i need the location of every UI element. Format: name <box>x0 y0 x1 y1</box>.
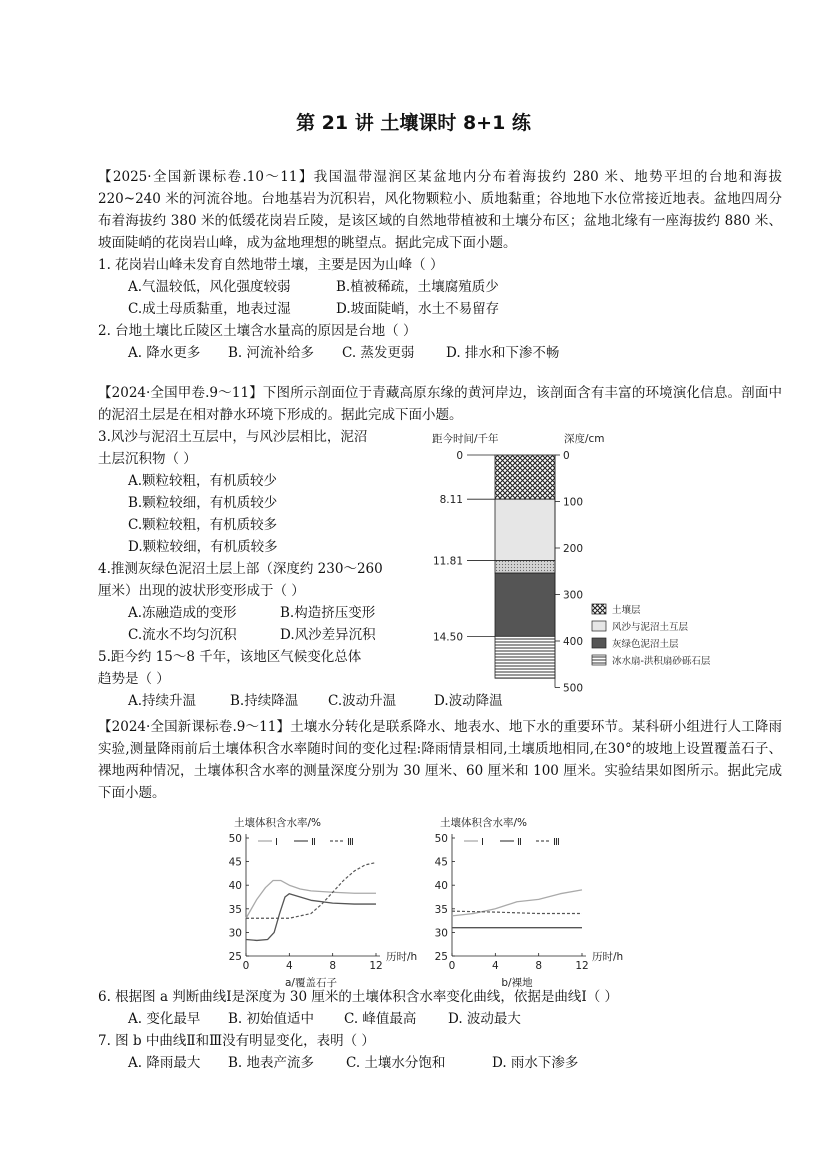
x-tick-label: 8 <box>329 960 337 972</box>
x-tick-label: 4 <box>285 960 293 972</box>
question-6: 6. 根据图 a 判断曲线Ⅰ是深度为 30 厘米的土壤体积含水率变化曲线，依据是曲线Ⅰ（ ） <box>98 989 619 1005</box>
time-tick-label: 11.81 <box>432 555 463 568</box>
y-tick-label: 30 <box>228 927 242 940</box>
question-3-line2: 土层沉积物（ ） <box>98 451 197 467</box>
option-a[interactable]: A.气温较低，风化强度较弱 <box>128 279 291 295</box>
left-axis-label: 距今时间/千年 <box>432 433 499 445</box>
question-7-options <box>128 1052 578 1074</box>
y-tick-label: 25 <box>434 951 448 963</box>
section1-intro: 【2025·全国新课标卷.10～11】我国温带湿润区某盆地内分布着海拔约 280 米、地势平坦的台地和海拔 220~240 米的河流谷地。台地基岩为沉积岩，风化物颗粒小、质地黏重；谷地地下水位常接近地表。盆地四周分布着海拔约 380 米的低缓花岗岩丘陵，是该区域的自然地带植被和土壤分布区；盆地北缘有一座海拔约 880 米、坡面陡峭的花岗岩山峰，成为盆地理想的眺望点。据此完成下面小题。 <box>98 169 782 251</box>
depth-tick-label: 400 <box>563 636 584 648</box>
y-tick-label: 45 <box>434 856 448 869</box>
option-c[interactable]: C.成土母质黏重，地表过湿 <box>128 301 291 317</box>
chart-title: 土壤体积含水率/% <box>440 817 528 829</box>
y-tick-label: 25 <box>228 951 242 963</box>
x-tick-label: 0 <box>242 960 250 972</box>
option-d[interactable]: D.风沙差异沉积 <box>280 627 376 643</box>
profile-layer-3 <box>495 573 555 636</box>
question-4-line1: 4.推测灰绿色泥沼土层上部（深度约 230～260 <box>98 561 383 577</box>
chart-title: 土壤体积含水率/% <box>234 817 322 829</box>
question-4-options-row2 <box>128 624 376 646</box>
section3-intro: 【2024·全国新课标卷.9～11】土壤水分转化是联系降水、地表水、地下水的重要环节。某科研小组进行人工降雨实验,测量降雨前后土壤体积含水率随时间的变化过程:降雨情景相同,土壤质地相同,在30°的坡地上设置覆盖石子、裸地两种情况，土壤体积含水率的测量深度分别为 30 厘米、60 厘米和 100 厘米。实验结果如图所示。据此完成下面小题。 <box>98 719 782 801</box>
chart-a-covered-stones <box>222 814 418 989</box>
option-d[interactable]: D. 排水和下渗不畅 <box>446 345 560 361</box>
y-tick-label: 30 <box>434 927 448 940</box>
y-tick-label: 50 <box>228 833 242 845</box>
option-b[interactable]: B.颗粒较细，有机质较少 <box>128 495 278 511</box>
legend-swatch <box>592 638 606 648</box>
option-b[interactable]: B. 河流补给多 <box>228 345 315 361</box>
legend-label: Ⅱ <box>517 837 522 848</box>
option-a[interactable]: A. 降雨最大 <box>128 1055 201 1071</box>
question-4-line2: 厘米）出现的波状形变形成于（ ） <box>98 583 305 599</box>
section2-intro: 【2024·全国甲卷.9～11】下图所示剖面位于青藏高原东缘的黄河岸边，该剖面含有丰富的环境演化信息。剖面中的泥沼土层是在相对静水环境下形成的。据此完成下面小题。 <box>98 385 782 423</box>
question-1-options-row1 <box>128 276 499 298</box>
legend-label: Ⅱ <box>311 837 316 848</box>
legend-label: 风沙与泥沼土互层 <box>612 622 689 633</box>
option-b[interactable]: B. 初始值适中 <box>228 1011 315 1027</box>
x-axis-label: 历时/h <box>386 951 418 963</box>
legend-label: 土壤层 <box>612 605 641 616</box>
question-5-line2: 趋势是（ ） <box>98 671 170 687</box>
option-c[interactable]: C. 蒸发更弱 <box>342 345 415 361</box>
legend-label: 灰绿色泥沼土层 <box>612 639 679 650</box>
x-tick-label: 12 <box>369 960 383 972</box>
option-c[interactable]: C.颗粒较粗，有机质较多 <box>128 517 278 533</box>
question-2-options <box>128 342 559 364</box>
option-c[interactable]: C. 峰值最高 <box>344 1011 417 1027</box>
x-tick-label: 12 <box>575 960 589 972</box>
depth-tick-label: 0 <box>563 450 570 462</box>
legend-label: Ⅰ <box>481 837 484 848</box>
question-3-line1: 3.风沙与泥沼土互层中，与风沙层相比，泥沼 <box>98 429 368 445</box>
series-line-1 <box>246 880 376 918</box>
x-tick-label: 0 <box>448 960 456 972</box>
legend-swatch <box>592 621 606 631</box>
profile-layer-0 <box>495 455 555 499</box>
x-tick-label: 8 <box>535 960 543 972</box>
series-line-1 <box>452 890 582 916</box>
series-line-2 <box>246 894 376 941</box>
profile-layer-4 <box>495 636 555 678</box>
question-7: 7. 图 b 中曲线Ⅱ和Ⅲ没有明显变化，表明（ ） <box>98 1033 375 1049</box>
profile-layer-2 <box>495 561 555 574</box>
option-b[interactable]: B.构造挤压变形 <box>280 605 376 621</box>
chart-b-bare-land <box>428 814 628 989</box>
option-a[interactable]: A.冻融造成的变形 <box>128 605 237 621</box>
time-tick-label: 8.11 <box>439 494 463 507</box>
y-tick-label: 50 <box>434 833 448 845</box>
option-c[interactable]: C. 土壤水分饱和 <box>346 1055 446 1071</box>
depth-tick-label: 300 <box>563 589 584 602</box>
option-c[interactable]: C.流水不均匀沉积 <box>128 627 237 643</box>
option-d[interactable]: D.波动降温 <box>434 693 503 709</box>
question-5-line1: 5.距今约 15～8 千年，该地区气候变化总体 <box>98 649 362 665</box>
option-a[interactable]: A.颗粒较粗，有机质较少 <box>128 473 278 489</box>
option-b[interactable]: B.持续降温 <box>230 693 299 709</box>
option-d[interactable]: D.坡面陡峭，水土不易留存 <box>336 301 500 317</box>
option-b[interactable]: B. 地表产流多 <box>228 1055 315 1071</box>
y-tick-label: 35 <box>434 903 448 916</box>
legend-swatch <box>592 604 606 614</box>
chart-caption: b/裸地 <box>501 977 533 989</box>
x-axis-label: 历时/h <box>592 951 624 963</box>
legend-label: Ⅲ <box>553 837 560 848</box>
depth-tick-label: 100 <box>563 496 584 509</box>
question-2: 2. 台地土壤比丘陵区土壤含水量高的原因是台地（ ） <box>98 323 417 339</box>
chart-caption: a/覆盖石子 <box>285 977 337 989</box>
legend-swatch <box>592 655 606 665</box>
y-tick-label: 45 <box>228 856 242 869</box>
profile-layer-1 <box>495 499 555 560</box>
option-a[interactable]: A. 变化最早 <box>128 1011 201 1027</box>
right-axis-label: 深度/cm <box>564 433 605 445</box>
option-c[interactable]: C.波动升温 <box>328 693 397 709</box>
y-tick-label: 40 <box>228 880 242 893</box>
y-tick-label: 35 <box>228 903 242 916</box>
option-d[interactable]: D. 波动最大 <box>448 1011 521 1027</box>
option-a[interactable]: A.持续升温 <box>128 693 197 709</box>
depth-tick-label: 500 <box>563 682 584 695</box>
legend-label: 冰水扇-洪积扇砂砾石层 <box>612 656 711 667</box>
question-6-options <box>128 1008 521 1030</box>
time-tick-label: 14.50 <box>432 631 463 644</box>
legend-label: Ⅲ <box>347 837 354 848</box>
question-4-options-row1 <box>128 602 375 624</box>
option-a[interactable]: A. 降水更多 <box>128 345 201 361</box>
question-1-options-row2 <box>128 298 499 320</box>
soil-profile-diagram <box>420 428 770 698</box>
x-tick-label: 4 <box>491 960 499 972</box>
time-tick-label: 0 <box>456 450 463 462</box>
question-1: 1. 花岗岩山峰未发育自然地带土壤，主要是因为山峰（ ） <box>98 257 444 273</box>
option-b[interactable]: B.植被稀疏，土壤腐殖质少 <box>336 279 499 295</box>
option-d[interactable]: D.颗粒较细，有机质较多 <box>128 539 278 555</box>
page-title: 第 21 讲 土壤课时 8+1 练 <box>296 112 531 134</box>
y-tick-label: 40 <box>434 880 448 893</box>
depth-tick-label: 200 <box>563 543 584 555</box>
legend-label: Ⅰ <box>275 837 278 848</box>
option-d[interactable]: D. 雨水下渗多 <box>492 1055 579 1071</box>
